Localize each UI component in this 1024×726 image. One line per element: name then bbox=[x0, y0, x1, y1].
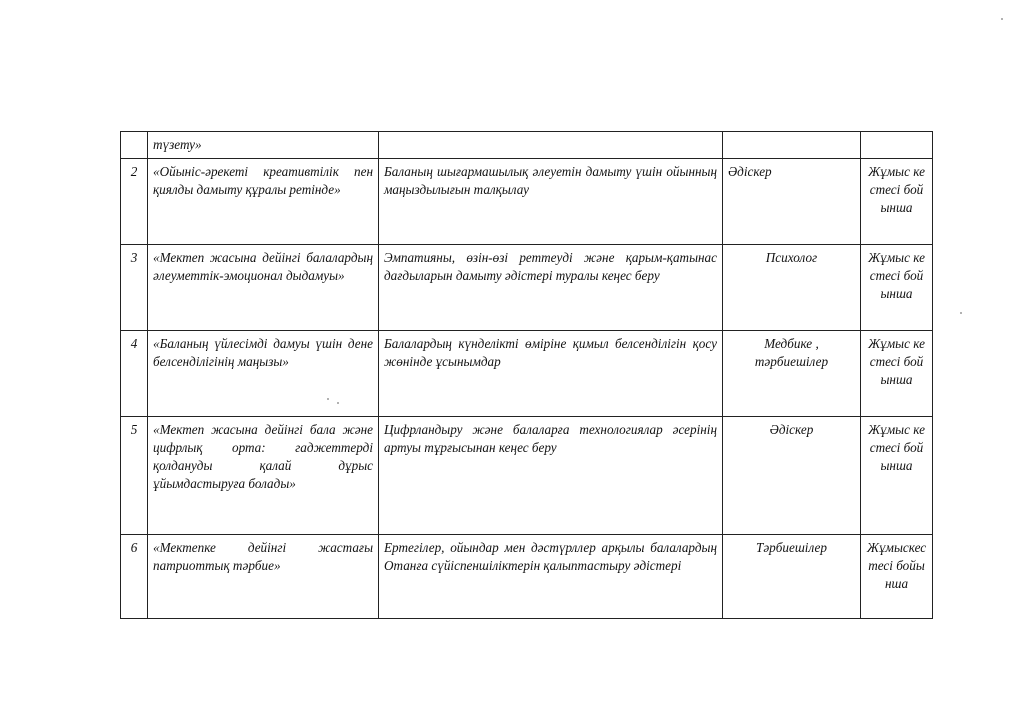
content-cell: Эмпатияны, өзін-өзі реттеуді және қарым-қатынас дағдыларын дамыту әдістері туралы кеңес беру bbox=[379, 245, 723, 331]
table-row bbox=[121, 132, 933, 159]
topic-cell: «Мектеп жасына дейінгі балалардың әлеуметтік-эмоционал дыдамуы» bbox=[148, 245, 379, 331]
scan-speck bbox=[337, 402, 339, 404]
topic-cell: «Мектепке дейінгі жастағы патриоттық тәрбие» bbox=[148, 535, 379, 619]
consultation-plan-table bbox=[120, 131, 933, 619]
topic-cell: «Баланың үйлесімді дамуы үшін дене белсенділігінің маңызы» bbox=[148, 331, 379, 417]
row-number: 3 bbox=[121, 245, 148, 331]
timing-cell: Жұмыс кестесі бойынша bbox=[861, 417, 933, 535]
table-row bbox=[121, 331, 933, 417]
scan-speck bbox=[327, 398, 329, 400]
row-number: 6 bbox=[121, 535, 148, 619]
responsible-cell bbox=[723, 132, 861, 159]
content-cell: Балалардың күнделікті өміріне қимыл белсенділігін қосу жөнінде ұсынымдар bbox=[379, 331, 723, 417]
timing-cell: Жұмыс кестесі бойынша bbox=[861, 245, 933, 331]
responsible-cell: Әдіскер bbox=[723, 159, 861, 245]
scan-speck bbox=[960, 312, 962, 314]
topic-cell: «Ойыніс-әрекеті креативтілік пен қиялды дамыту құралы ретінде» bbox=[148, 159, 379, 245]
table-row bbox=[121, 417, 933, 535]
timing-cell: Жұмыс кестесі бойынша bbox=[861, 159, 933, 245]
responsible-cell: Психолог bbox=[723, 245, 861, 331]
scan-speck bbox=[1001, 18, 1003, 20]
table-row bbox=[121, 159, 933, 245]
responsible-cell: Тәрбиешілер bbox=[723, 535, 861, 619]
row-number: 5 bbox=[121, 417, 148, 535]
timing-cell: Жұмыс кестесі бойынша bbox=[861, 331, 933, 417]
content-cell: Баланың шығармашылық әлеуетін дамыту үшін ойынның маңыздылығын талқылау bbox=[379, 159, 723, 245]
table-row bbox=[121, 245, 933, 331]
row-number: 4 bbox=[121, 331, 148, 417]
timing-cell bbox=[861, 132, 933, 159]
topic-cell: түзету» bbox=[148, 132, 379, 159]
table-row bbox=[121, 535, 933, 619]
responsible-cell: Әдіскер bbox=[723, 417, 861, 535]
content-cell bbox=[379, 132, 723, 159]
responsible-cell: Медбике , тәрбиешілер bbox=[723, 331, 861, 417]
row-number: 2 bbox=[121, 159, 148, 245]
row-number bbox=[121, 132, 148, 159]
topic-cell: «Мектеп жасына дейінгі бала және цифрлық орта: гаджеттерді қолдануды қалай дұрыс ұйымдастыруға болады» bbox=[148, 417, 379, 535]
timing-cell: Жұмыскестесі бойынша bbox=[861, 535, 933, 619]
content-cell: Ертегілер, ойындар мен дәстүрллер арқылы балалардың Отанға сүйіспеншіліктерін қалыптастыру әдістері bbox=[379, 535, 723, 619]
content-cell: Цифрландыру және балаларға технологиялар әсерінің артуы тұрғысынан кеңес беру bbox=[379, 417, 723, 535]
